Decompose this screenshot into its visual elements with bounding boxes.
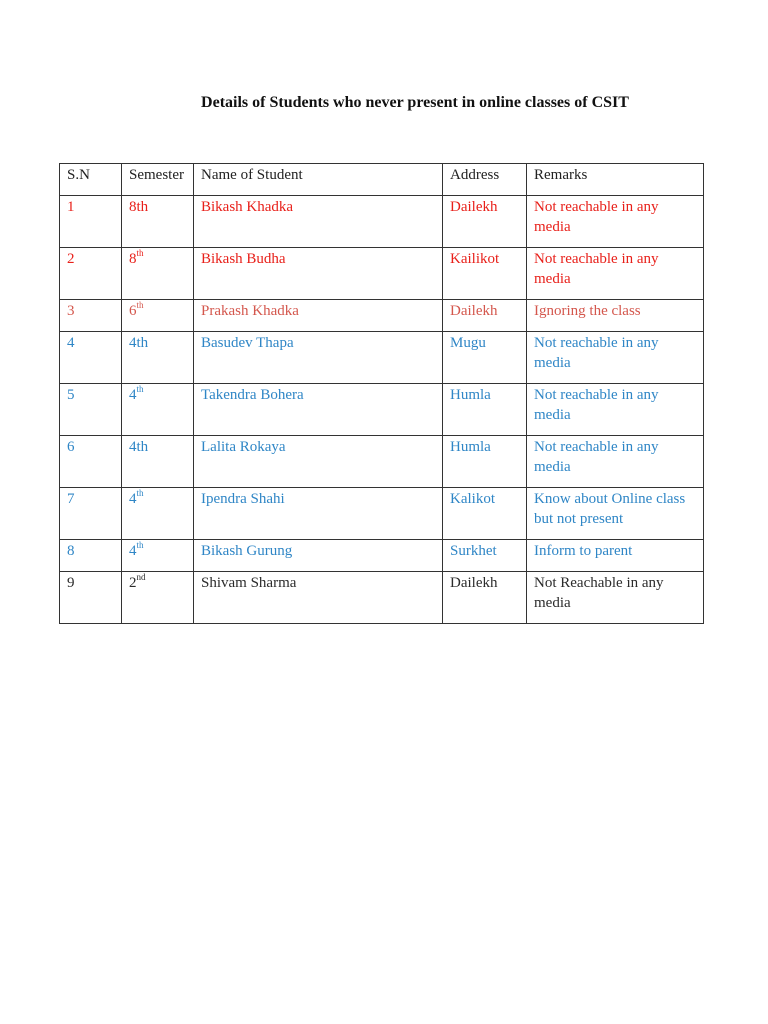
cell-name: Lalita Rokaya	[194, 436, 443, 488]
cell-semester	[122, 248, 194, 300]
cell-semester	[122, 488, 194, 540]
semester-value: 8th	[129, 199, 149, 215]
cell-address: Mugu	[443, 332, 527, 384]
cell-remarks: Inform to parent	[527, 540, 704, 572]
cell-name: Bikash Gurung	[194, 540, 443, 572]
cell-name: Shivam Sharma	[194, 572, 443, 624]
semester-value: 4th	[129, 335, 149, 351]
table-row	[60, 436, 704, 488]
semester-value: 4	[129, 491, 137, 507]
cell-address: Humla	[443, 384, 527, 436]
cell-name: Ipendra Shahi	[194, 488, 443, 540]
header-name: Name of Student	[194, 164, 443, 196]
cell-name: Takendra Bohera	[194, 384, 443, 436]
semester-suffix: th	[136, 384, 144, 394]
semester-value: 8	[129, 251, 137, 267]
cell-remarks: Know about Online class but not present	[527, 488, 704, 540]
cell-name: Prakash Khadka	[194, 300, 443, 332]
semester-value: 4th	[129, 439, 149, 455]
semester-suffix: th	[136, 488, 144, 498]
cell-semester	[122, 572, 194, 624]
cell-remarks: Not Reachable in any media	[527, 572, 704, 624]
cell-semester	[122, 540, 194, 572]
cell-sn: 9	[60, 572, 122, 624]
cell-remarks: Not reachable in any media	[527, 332, 704, 384]
table-row	[60, 248, 704, 300]
header-remarks: Remarks	[527, 164, 704, 196]
cell-address: Humla	[443, 436, 527, 488]
cell-name: Bikash Budha	[194, 248, 443, 300]
semester-suffix: nd	[136, 572, 146, 582]
table-row	[60, 488, 704, 540]
cell-remarks: Not reachable in any media	[527, 436, 704, 488]
semester-value: 4	[129, 543, 137, 559]
table-row	[60, 572, 704, 624]
header-sn: S.N	[60, 164, 122, 196]
semester-value: 6	[129, 303, 137, 319]
cell-address: Dailekh	[443, 300, 527, 332]
semester-value: 2	[129, 575, 137, 591]
cell-semester	[122, 300, 194, 332]
cell-sn: 6	[60, 436, 122, 488]
table-row	[60, 196, 704, 248]
header-semester: Semester	[122, 164, 194, 196]
table-row	[60, 540, 704, 572]
cell-semester	[122, 384, 194, 436]
cell-semester	[122, 332, 194, 384]
cell-remarks: Ignoring the class	[527, 300, 704, 332]
cell-sn: 4	[60, 332, 122, 384]
semester-value: 4	[129, 387, 137, 403]
cell-name: Bikash Khadka	[194, 196, 443, 248]
table-header-row	[60, 164, 704, 196]
cell-remarks: Not reachable in any media	[527, 384, 704, 436]
cell-name: Basudev Thapa	[194, 332, 443, 384]
cell-sn: 1	[60, 196, 122, 248]
cell-semester	[122, 436, 194, 488]
cell-sn: 8	[60, 540, 122, 572]
cell-sn: 2	[60, 248, 122, 300]
header-address: Address	[443, 164, 527, 196]
table-row	[60, 332, 704, 384]
students-table	[59, 163, 704, 624]
cell-address: Kalikot	[443, 488, 527, 540]
cell-address: Dailekh	[443, 572, 527, 624]
cell-sn: 5	[60, 384, 122, 436]
cell-remarks: Not reachable in any media	[527, 248, 704, 300]
page-title: Details of Students who never present in online classes of CSIT	[201, 94, 629, 111]
table-row	[60, 300, 704, 332]
cell-sn: 3	[60, 300, 122, 332]
cell-remarks: Not reachable in any media	[527, 196, 704, 248]
table-row	[60, 384, 704, 436]
cell-semester	[122, 196, 194, 248]
semester-suffix: th	[136, 248, 144, 258]
cell-sn: 7	[60, 488, 122, 540]
cell-address: Kailikot	[443, 248, 527, 300]
cell-address: Dailekh	[443, 196, 527, 248]
semester-suffix: th	[136, 540, 144, 550]
semester-suffix: th	[136, 300, 144, 310]
cell-address: Surkhet	[443, 540, 527, 572]
